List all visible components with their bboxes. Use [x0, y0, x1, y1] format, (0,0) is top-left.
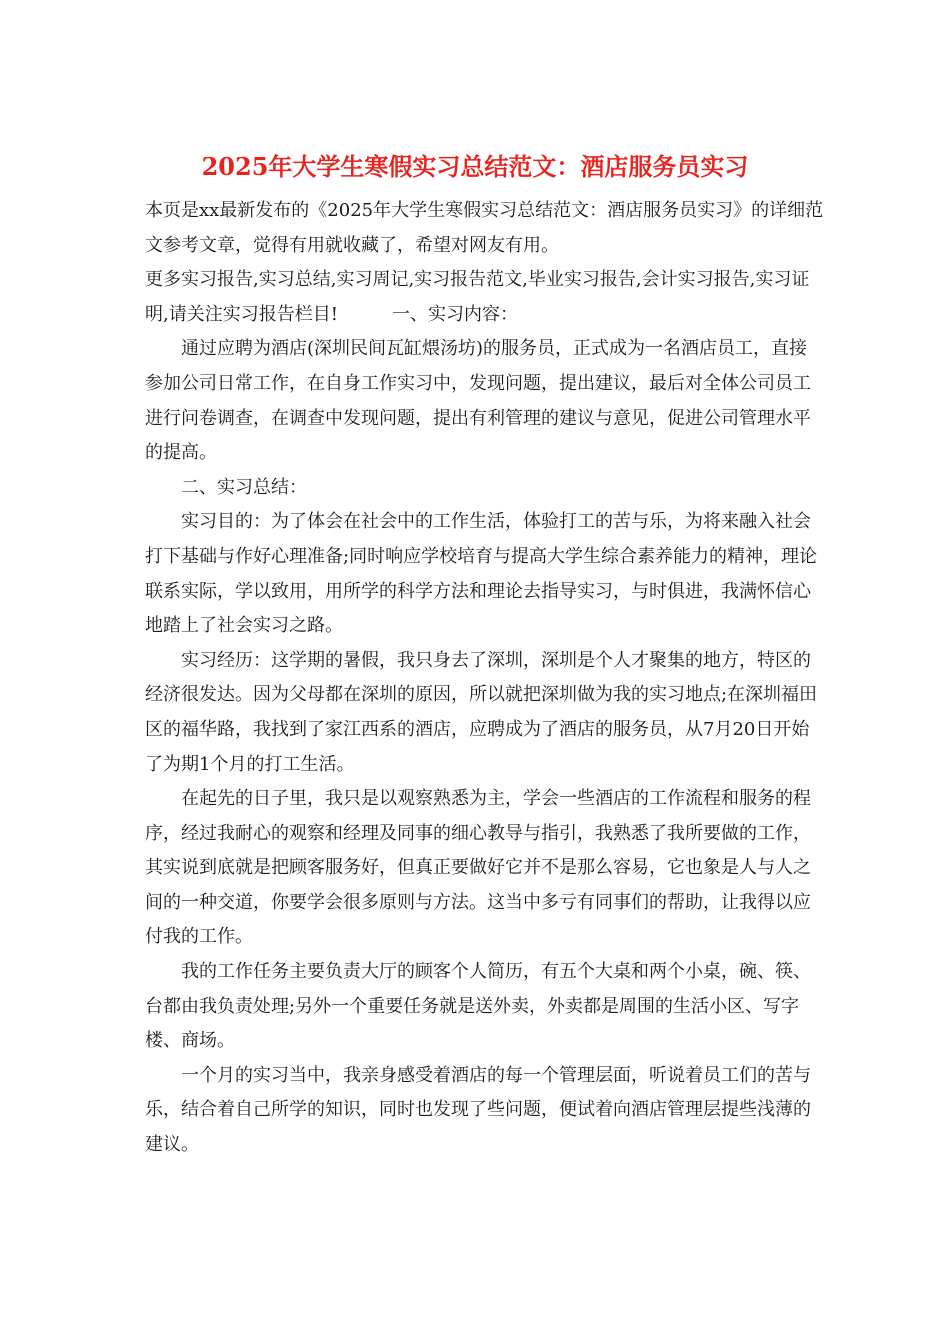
- paragraph-tasks: 我的工作任务主要负责大厅的顾客个人简历，有五个大桌和两个小桌，碗、筷、台都由我负责处理;另外一个重要任务就是送外卖，外卖都是周围的生活小区、写字楼、商场。: [145, 961, 811, 1052]
- intro-paragraph: 本页是xx最新发布的《2025年大学生寒假实习总结范文：酒店服务员实习》的详细范文参考文章，觉得有用就收藏了，希望对网友有用。: [145, 200, 824, 256]
- paragraph-experience: 实习经历：这学期的暑假，我只身去了深圳，深圳是个人才聚集的地方，特区的经济很发达。因为父母都在深圳的原因，所以就把深圳做为我的实习地点;在深圳福田区的福华路，我找到了家江西系的酒店，应聘成为了酒店的服务员，从7月20日开始了为期1个月的打工生活。: [145, 649, 818, 775]
- paragraph-content: 通过应聘为酒店(深圳民间瓦缸煨汤坊)的服务员，正式成为一名酒店员工，直接参加公司日常工作，在自身工作实习中，发现问题，提出建议，最后对全体公司员工进行问卷调查，在调查中发现问题，提出有利管理的建议与意见，促进公司管理水平的提高。: [145, 338, 811, 464]
- paragraph-month-reflection: 一个月的实习当中，我亲身感受着酒店的每一个管理层面，听说着员工们的苦与乐，结合着自己所学的知识，同时也发现了些问题，便试着向酒店管理层提些浅薄的建议。: [145, 1064, 811, 1156]
- section-heading-summary: 二、实习总结：: [181, 476, 307, 498]
- paragraph-early-days: 在起先的日子里，我只是以观察熟悉为主，学会一些酒店的工作流程和服务的程序，经过我耐心的观察和经理及同事的细心教导与指引，我熟悉了我所要做的工作，其实说到底就是把顾客服务好，但真正要做好它并不是那么容易，它也象是人与人之间的一种交道，你要学会很多原则与方法。这当中多亏有同事们的帮助，让我得以应付我的工作。: [145, 788, 811, 948]
- paragraph-purpose: 实习目的：为了体会在社会中的工作生活，体验打工的苦与乐，为将来融入社会打下基础与作好心理准备;同时响应学校培育与提高大学生综合素养能力的精神，理论联系实际，学以致用，用所学的科学方法和理论去指导实习，与时俱进，我满怀信心地踏上了社会实习之路。: [145, 511, 818, 637]
- intro-links-paragraph: 更多实习报告,实习总结,实习周记,实习报告范文,毕业实习报告,会计实习报告,实习证明,请关注实习报告栏目! 一、实习内容：: [145, 269, 810, 325]
- document-body: [145, 194, 825, 1163]
- document-title: 2025年大学生寒假实习总结范文：酒店服务员实习: [201, 152, 749, 181]
